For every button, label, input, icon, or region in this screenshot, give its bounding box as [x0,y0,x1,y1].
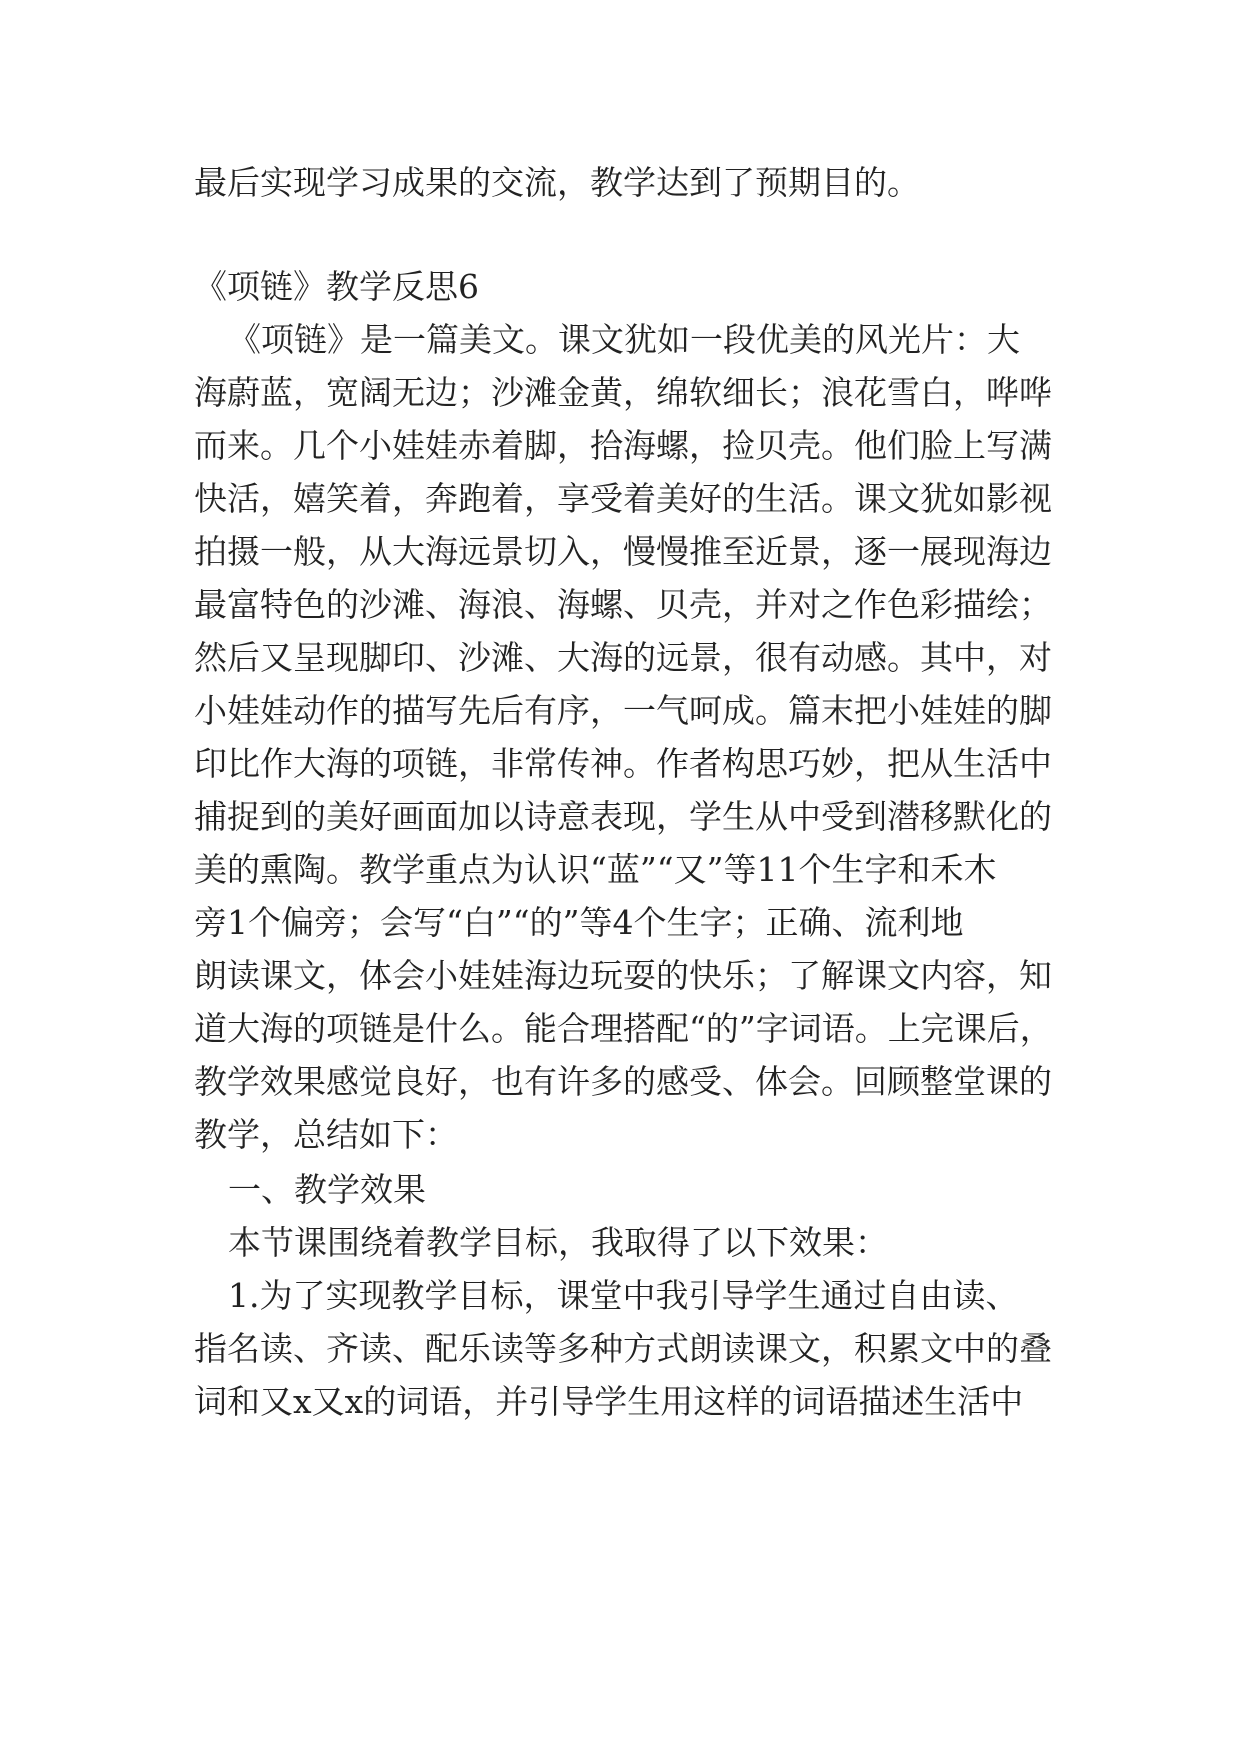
body-line: 拍摄一般，从大海远景切入，慢慢推至近景，逐一展现海边 [194,532,1052,571]
body-line: 而来。几个小娃娃赤着脚，拾海螺，捡贝壳。他们脸上写满 [194,426,1052,465]
body-line: 最富特色的沙滩、海浪、海螺、贝壳，并对之作色彩描绘； [194,585,1052,624]
section-title: 《项链》教学反思6 [194,267,479,306]
subheading: 一、教学效果 [228,1170,426,1209]
body-line: 旁1个偏旁；会写“白”“的”等4个生字；正确、流利地 [194,903,964,942]
intro-line: 最后实现学习成果的交流，教学达到了预期目的。 [194,163,920,202]
body-line: 海蔚蓝，宽阔无边；沙滩金黄，绵软细长；浪花雪白，哗哗 [194,373,1052,412]
body-line: 《项链》是一篇美文。课文犹如一段优美的风光片：大 [228,320,1020,359]
body-line: 快活，嬉笑着，奔跑着，享受着美好的生活。课文犹如影视 [194,479,1052,518]
body-line: 教学效果感觉良好，也有许多的感受、体会。回顾整堂课的 [194,1062,1052,1101]
body-line: 道大海的项链是什么。能合理搭配“的”字词语。上完课后， [194,1009,1053,1048]
body-line: 教学，总结如下： [194,1115,458,1154]
body-line: 美的熏陶。教学重点为认识“蓝”“又”等11个生字和禾木 [194,850,997,889]
body-line: 词和又x又x的词语，并引导学生用这样的词语描述生活中 [194,1382,1024,1421]
body-line: 然后又呈现脚印、沙滩、大海的远景，很有动感。其中，对 [194,638,1052,677]
body-line: 小娃娃动作的描写先后有序，一气呵成。篇末把小娃娃的脚 [194,691,1052,730]
body-line: 朗读课文，体会小娃娃海边玩耍的快乐；了解课文内容，知 [194,956,1052,995]
body-line: 捕捉到的美好画面加以诗意表现，学生从中受到潜移默化的 [194,797,1052,836]
body-line: 本节课围绕着教学目标，我取得了以下效果： [228,1223,888,1262]
body-line: 指名读、齐读、配乐读等多种方式朗读课文，积累文中的叠 [194,1329,1052,1368]
body-line: 印比作大海的项链，非常传神。作者构思巧妙，把从生活中 [194,744,1052,783]
body-line: 1.为了实现教学目标，课堂中我引导学生通过自由读、 [228,1276,1019,1315]
